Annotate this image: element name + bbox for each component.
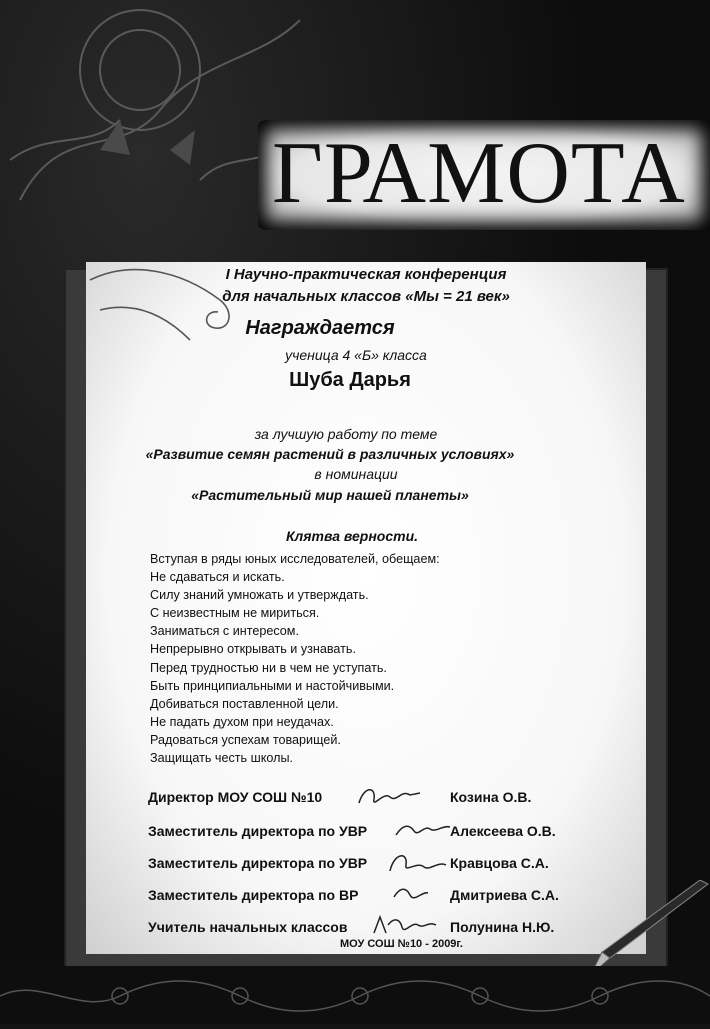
conference-line-2: для начальных классов «Мы = 21 век» xyxy=(222,288,510,305)
oath-line: Силу знаний умножать и утверждать. xyxy=(150,588,369,603)
oath-text xyxy=(150,550,440,767)
oath-line: Непрерывно открывать и узнавать. xyxy=(150,642,356,657)
bottom-ornament-band xyxy=(0,966,710,1024)
work-topic: «Развитие семян растений в различных условиях» xyxy=(145,446,515,462)
oath-line: Не падать духом при неудачах. xyxy=(150,714,334,729)
nomination-title: «Растительный мир нашей планеты» xyxy=(191,487,469,503)
oath-line: Вступая в ряды юных исследователей, обещаем: xyxy=(150,552,440,566)
for-best-work-line: за лучшую работу по теме xyxy=(254,426,438,442)
fountain-pen-icon xyxy=(580,880,710,980)
school-year-footer: МОУ СОШ №10 - 2009г. xyxy=(340,938,463,950)
signatory-role: Директор МОУ СОШ №10 xyxy=(148,789,323,805)
oath-line: Быть принципиальными и настойчивыми. xyxy=(150,678,395,693)
handwritten-signature-icon xyxy=(354,781,424,813)
awarded-heading: Награждается xyxy=(245,317,395,339)
oath-line: Не сдаваться и искать. xyxy=(150,570,285,585)
oath-line: Заниматься с интересом. xyxy=(150,624,299,639)
oath-line: Защищать честь школы. xyxy=(150,751,293,766)
pupil-name: Шуба Дарья xyxy=(289,369,411,391)
handwritten-signature-icon xyxy=(384,847,454,879)
title-banner xyxy=(258,120,710,230)
signatory-name: Кравцова С.А. xyxy=(450,855,549,871)
signatory-name: Дмитриева С.А. xyxy=(450,887,559,903)
oath-line: Перед трудностью ни в чем не уступать. xyxy=(150,660,387,675)
signature-row xyxy=(148,823,608,845)
conference-line-1: I Научно-практическая конференция xyxy=(225,266,507,283)
signature-row xyxy=(148,887,608,909)
signature-row xyxy=(148,789,608,811)
signatory-name: Козина О.В. xyxy=(450,789,532,805)
bottom-ornament-icon xyxy=(0,966,710,1024)
oath-line: С неизвестным не мириться. xyxy=(150,606,320,621)
signatory-name: Полунина Н.Ю. xyxy=(450,919,555,935)
pupil-class-line: ученица 4 «Б» класса xyxy=(285,347,427,363)
certificate-title: ГРАМОТА xyxy=(272,125,686,222)
signatory-role: Заместитель директора по ВР xyxy=(148,887,359,903)
handwritten-signature-icon xyxy=(386,879,456,911)
signatory-role: Заместитель директора по УВР xyxy=(148,823,368,839)
signatory-role: Учитель начальных классов xyxy=(148,919,348,935)
nomination-label: в номинации xyxy=(314,466,398,482)
signatory-role: Заместитель директора по УВР xyxy=(148,855,368,871)
oath-line: Радоваться успехам товарищей. xyxy=(150,732,341,747)
signatory-name: Алексеева О.В. xyxy=(450,823,556,839)
signature-row xyxy=(148,855,608,877)
oath-line: Добиваться поставленной цели. xyxy=(150,696,339,711)
oath-heading: Клятва верности. xyxy=(285,528,419,544)
